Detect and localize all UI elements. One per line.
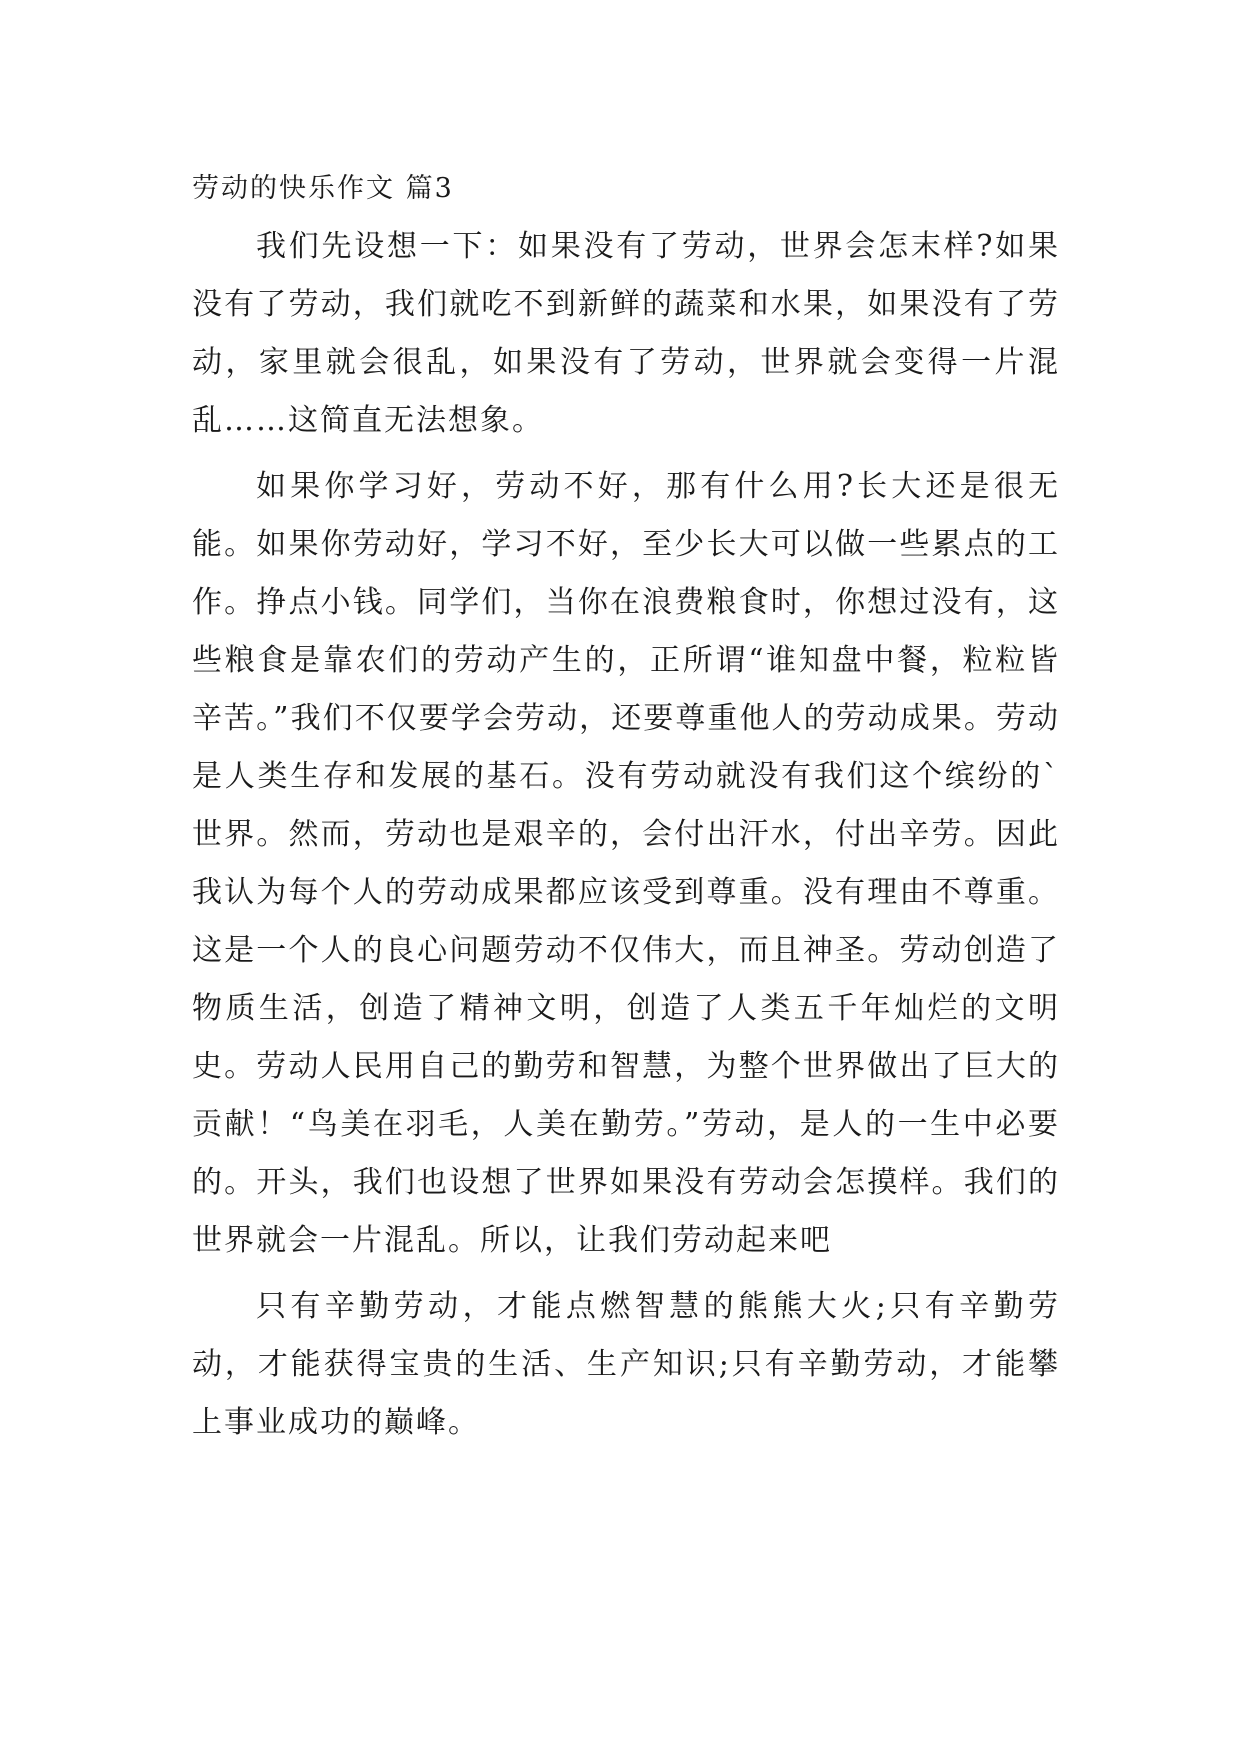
- paragraph-2: 如果你学习好，劳动不好，那有什么用?长大还是很无能。如果你劳动好，学习不好，至少长大可以做一些累点的工作。挣点小钱。同学们，当你在浪费粮食时，你想过没有，这些粮食是靠农们的劳动产生的，正所谓“谁知盘中餐，粒粒皆辛苦。”我们不仅要学会劳动，还要尊重他人的劳动成果。劳动是人类生存和发展的基石。没有劳动就没有我们这个缤纷的`世界。然而，劳动也是艰辛的，会付出汗水，付出辛劳。因此我认为每个人的劳动成果都应该受到尊重。没有理由不尊重。这是一个人的良心问题劳动不仅伟大，而且神圣。劳动创造了物质生活，创造了精神文明，创造了人类五千年灿烂的文明史。劳动人民用自己的勤劳和智慧，为整个世界做出了巨大的贡献！“鸟美在羽毛，人美在勤劳。”劳动，是人的一生中必要的。开头，我们也设想了世界如果没有劳动会怎摸样。我们的世界就会一片混乱。所以，让我们劳动起来吧: [192, 469, 1060, 1258]
- paragraph-3: 只有辛勤劳动，才能点燃智慧的熊熊大火;只有辛勤劳动，才能获得宝贵的生活、生产知识;只有辛勤劳动，才能攀上事业成功的巅峰。: [192, 1289, 1060, 1440]
- document-title: 劳动的快乐作文 篇3: [192, 173, 454, 204]
- paragraph-1: 我们先设想一下：如果没有了劳动，世界会怎末样?如果没有了劳动，我们就吃不到新鲜的蔬菜和水果，如果没有了劳动，家里就会很乱，如果没有了劳动，世界就会变得一片混乱……这简直无法想象。: [192, 229, 1060, 438]
- document-page: [192, 160, 1060, 1452]
